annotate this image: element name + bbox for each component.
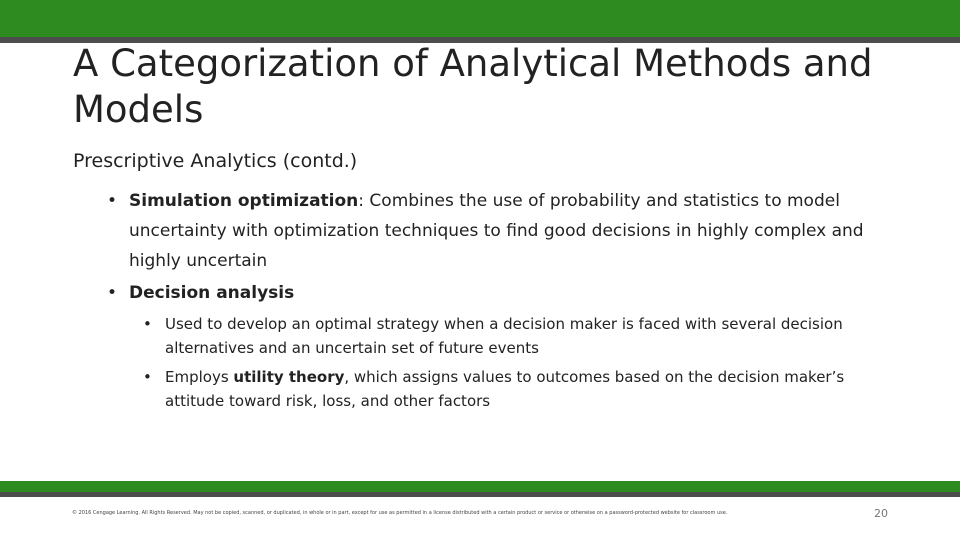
page-number: 20 <box>874 507 888 520</box>
bullet-icon: • <box>143 368 152 386</box>
list-item-decision-analysis <box>107 278 867 308</box>
sub-bullet-text: Used to develop an optimal strategy when a decision maker is faced with several decision alternatives and an uncertain set of future events <box>165 315 843 357</box>
slide-subtitle: Prescriptive Analytics (contd.) <box>73 150 358 172</box>
copyright-notice: © 2016 Cengage Learning. All Rights Reserved. May not be copied, scanned, or duplicated, in whole or in part, except for use as permitted in a license distributed with a certain product or service or otherwise on a password-protected website for classroom use. <box>72 510 728 516</box>
bottom-accent-bar-shadow <box>0 492 960 497</box>
sub-bullet-text-after: , which assigns values to outcomes based on the decision maker’s attitude toward risk, loss, and other factors <box>165 368 845 410</box>
term-simulation-optimization: Simulation optimization <box>129 191 359 211</box>
sub-list-item-utility-theory <box>143 365 903 413</box>
bullet-list <box>107 186 867 310</box>
bullet-icon: • <box>107 283 118 303</box>
term-decision-analysis: Decision analysis <box>129 283 295 303</box>
list-item-simulation-optimization <box>107 186 867 276</box>
sub-bullet-list <box>143 312 903 418</box>
top-accent-bar <box>0 0 960 37</box>
definition-simulation-optimization: : Combines the use of probability and statistics to model uncertainty with optimization techniques to find good decisions in highly complex and highly uncertain <box>129 191 864 271</box>
sub-bullet-text: Employs <box>165 368 234 386</box>
bullet-icon: • <box>143 315 152 333</box>
bullet-icon: • <box>107 191 118 211</box>
term-utility-theory: utility theory <box>233 368 345 386</box>
bottom-accent-bar <box>0 481 960 492</box>
sub-list-item-optimal-strategy <box>143 312 903 360</box>
slide-title: A Categorization of Analytical Methods and Models <box>73 42 873 131</box>
